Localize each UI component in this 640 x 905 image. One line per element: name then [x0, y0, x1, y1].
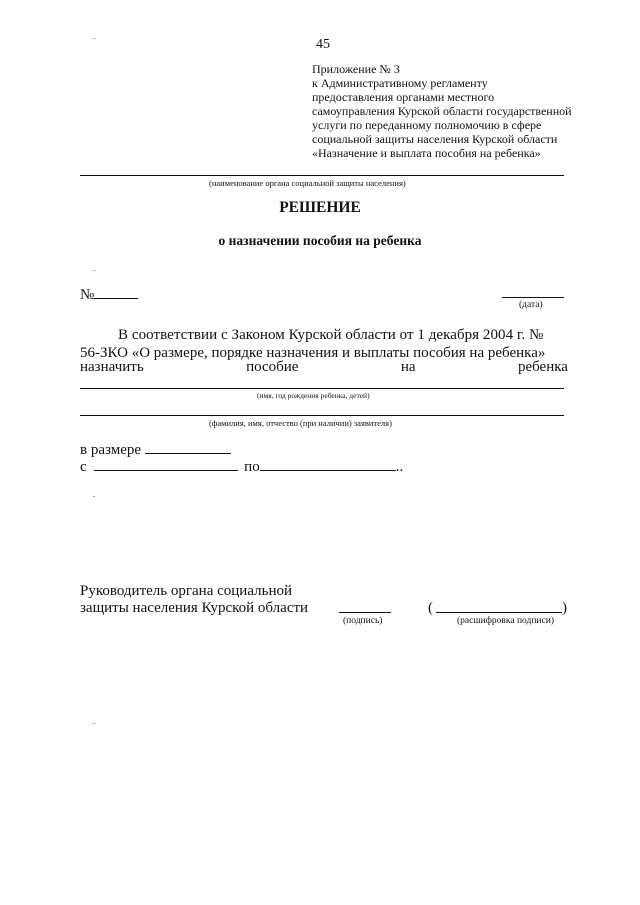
number-label: № [80, 287, 95, 303]
open-paren: ( [428, 600, 433, 616]
scan-speck [93, 723, 95, 724]
word: пособие [246, 359, 299, 375]
appendix-line: «Назначение и выплата пособия на ребенка» [312, 146, 541, 160]
date-caption: (дата) [519, 300, 543, 310]
document-subtitle: о назначении пособия на ребенка [218, 233, 422, 248]
organ-name-line[interactable] [80, 175, 564, 176]
head-title-line-2: защиты населения Курской области [80, 600, 309, 616]
amount-label: в размере [80, 442, 142, 458]
appendix-line: социальной защиты населения Курской области [312, 132, 558, 146]
scan-speck [93, 38, 95, 39]
appendix-line: к Административному регламенту [312, 76, 488, 90]
page-number: 45 [316, 37, 330, 52]
body-line-1: В соответствии с Законом Курской области от 1 декабря 2004 г. № [118, 327, 544, 343]
word: на [400, 359, 416, 375]
applicant-line[interactable] [80, 415, 564, 416]
document-title: РЕШЕНИЕ [279, 199, 361, 216]
body-line-3 [80, 359, 568, 376]
from-date-field[interactable] [94, 456, 238, 471]
period-row [80, 456, 403, 476]
scan-speck [93, 270, 95, 271]
number-field[interactable] [94, 284, 138, 299]
to-date-field[interactable] [260, 456, 396, 471]
close-paren: ) [562, 600, 567, 616]
child-info-line[interactable] [80, 388, 564, 389]
child-caption: (имя, год рождения ребенка, детей) [257, 391, 370, 400]
appendix-header [312, 62, 582, 160]
appendix-line: услуги по переданному полномочию в сфере [312, 118, 542, 132]
scan-speck [93, 496, 95, 497]
appendix-line: предоставления органами местного [312, 90, 495, 104]
applicant-caption: (фамилия, имя, отчество (при наличии) заявителя) [209, 418, 392, 428]
amount-field[interactable] [145, 439, 231, 454]
to-label: по [244, 459, 260, 475]
signature-line[interactable] [339, 612, 391, 613]
body-line-2: 56-ЗКО «О размере, порядке назначения и выплаты пособия на ребенка» [80, 345, 546, 361]
signature-caption: (подпись) [343, 616, 383, 626]
word: назначить [80, 359, 144, 375]
head-title-line-1: Руководитель органа социальной [80, 583, 292, 599]
organ-caption: (наименование органа социальной защиты населения) [209, 178, 406, 188]
decoding-caption: (расшифровка подписи) [457, 616, 554, 626]
decoding-line[interactable] [436, 612, 562, 613]
appendix-line: самоуправления Курской области государственной [312, 104, 572, 118]
decision-number [80, 284, 138, 304]
appendix-line: Приложение № 3 [312, 62, 400, 76]
period-end: .. [395, 459, 404, 475]
date-line[interactable] [502, 297, 564, 298]
word: ребенка [517, 359, 568, 375]
from-label: с [80, 459, 87, 475]
